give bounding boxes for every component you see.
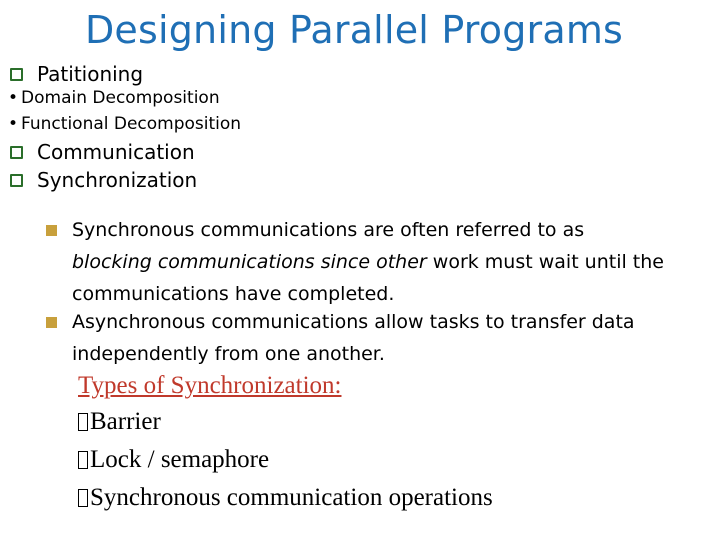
item-label: Patitioning xyxy=(37,62,144,86)
italic-text: blocking communications since other xyxy=(72,251,427,273)
checkbox-icon xyxy=(10,174,23,187)
list-item-partitioning xyxy=(10,62,143,86)
para-line: Asynchronous communications allow tasks to transfer data xyxy=(72,311,635,333)
item-label: Communication xyxy=(37,140,195,164)
checkbox-icon xyxy=(10,146,23,159)
type-item-sync-ops xyxy=(78,484,493,512)
item-label: Lock / semaphore xyxy=(90,446,270,473)
missing-glyph-icon xyxy=(78,413,88,431)
para-line xyxy=(72,246,697,278)
square-bullet-icon xyxy=(46,214,57,246)
type-item-barrier xyxy=(78,408,161,436)
types-heading: Types of Synchronization: xyxy=(78,372,342,399)
bullet-icon: • xyxy=(8,88,19,108)
type-item-lock xyxy=(78,446,269,474)
para-line: communications have completed. xyxy=(72,283,395,305)
checkbox-icon xyxy=(10,68,23,81)
list-item-synchronization xyxy=(10,168,197,192)
missing-glyph-icon xyxy=(78,489,88,507)
square-bullet-icon xyxy=(46,306,57,338)
item-label: Synchronization xyxy=(37,168,198,192)
asynchronous-paragraph xyxy=(47,306,697,370)
slide-title: Designing Parallel Programs xyxy=(84,8,624,52)
missing-glyph-icon xyxy=(78,451,88,469)
para-line: independently from one another. xyxy=(72,343,385,365)
list-item-communication xyxy=(10,140,195,164)
bullet-icon: • xyxy=(8,114,19,134)
list-item-functional xyxy=(8,114,241,134)
plain-text: work must wait until the xyxy=(426,251,664,273)
item-label: Barrier xyxy=(90,408,161,435)
para-line: Synchronous communications are often referred to as xyxy=(72,219,585,241)
item-label: Functional Decomposition xyxy=(21,114,242,134)
synchronous-paragraph xyxy=(47,214,697,310)
item-label: Domain Decomposition xyxy=(21,88,220,108)
list-item-domain xyxy=(8,88,220,108)
item-label: Synchronous communication operations xyxy=(90,484,493,511)
